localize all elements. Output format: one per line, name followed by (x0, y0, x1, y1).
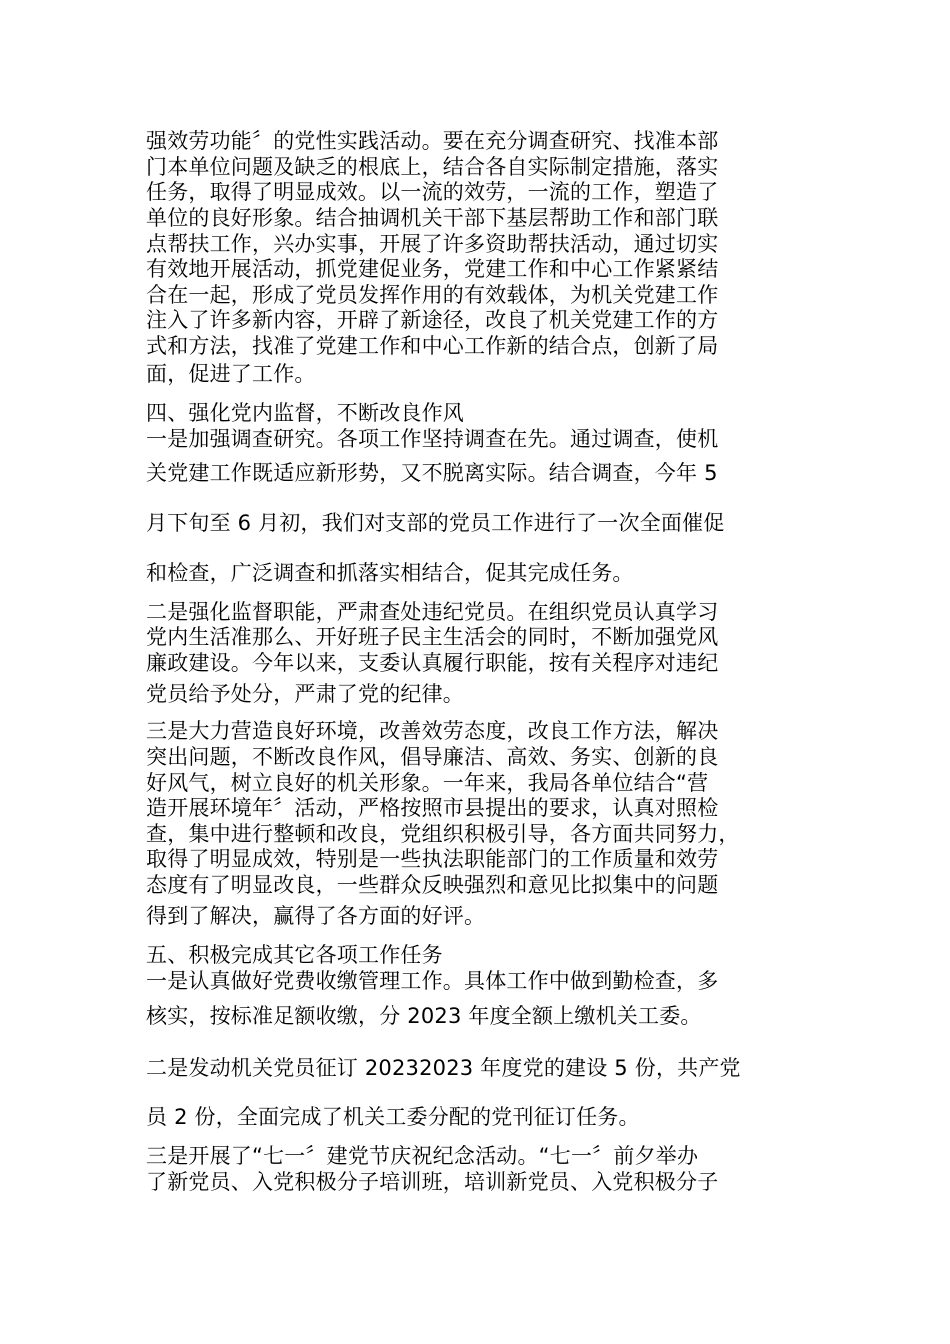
section-heading: 四、强化党内监督，不断改良作风 (146, 401, 464, 425)
text-line: 有效地开展活动，抓党建促业务，党建工作和中心工作紧紧结 (146, 257, 719, 281)
text-line: 三是大力营造良好环境，改善效劳态度，改良工作方法，解决 (146, 719, 719, 743)
text-line: 任务，取得了明显成效。以一流的效劳，一流的工作，塑造了 (146, 180, 719, 204)
text-line: 突出问题，不断改良作风，倡导廉洁、高效、务实、创新的良 (146, 745, 719, 769)
text-line: 一是认真做好党费收缴管理工作。具体工作中做到勤检查，多 (146, 969, 719, 993)
text-line: 强效劳功能〞的党性实践活动。要在充分调查研究、找准本部 (146, 129, 719, 153)
text-line: 一是加强调查研究。各项工作坚持调查在先。通过调查，使机 (146, 427, 719, 451)
text-line: 态度有了明显改良，一些群众反映强烈和意见比拟集中的问题 (146, 873, 719, 897)
text-line: 式和方法，找准了党建工作和中心工作新的结合点，创新了局 (146, 334, 719, 358)
text-line: 员 2 份，全面完成了机关工委分配的党刊征订任务。 (146, 1105, 640, 1129)
text-line: 和检查，广泛调查和抓落实相结合，促其完成任务。 (146, 561, 634, 585)
text-line: 查，集中进行整顿和改良，党组织积极引导，各方面共同努力， (146, 822, 740, 846)
text-line: 关党建工作既适应新形势，又不脱离实际。结合调查，今年 5 (146, 461, 718, 485)
text-line: 月下旬至 6 月初，我们对支部的党员工作进行了一次全面催促 (146, 511, 725, 535)
text-line: 取得了明显成效，特别是一些执法职能部门的工作质量和效劳 (146, 847, 719, 871)
text-line: 二是发动机关党员征订 20232023 年度党的建设 5 份，共产党 (146, 1056, 741, 1080)
text-line: 好风气，树立良好的机关形象。一年来，我局各单位结合“营 (146, 771, 709, 795)
text-line: 得到了解决，赢得了各方面的好评。 (146, 904, 486, 928)
text-line: 点帮扶工作，兴办实事，开展了许多资助帮扶活动，通过切实 (146, 232, 719, 256)
text-line: 党内生活准那么、开好班子民主生活会的同时，不断加强党风 (146, 625, 719, 649)
text-line: 注入了许多新内容，开辟了新途径，改良了机关党建工作的方 (146, 308, 719, 332)
text-line: 门本单位问题及缺乏的根底上，结合各自实际制定措施，落实 (146, 155, 719, 179)
text-line: 面，促进了工作。 (146, 362, 316, 386)
text-line: 合在一起，形成了党员发挥作用的有效载体，为机关党建工作 (146, 283, 719, 307)
text-line: 核实，按标准足额收缴，分 2023 年度全额上缴机关工委。 (146, 1004, 702, 1028)
text-line: 廉政建设。今年以来，支委认真履行职能，按有关程序对违纪 (146, 651, 719, 675)
text-line: 造开展环境年〞活动，严格按照市县提出的要求，认真对照检 (146, 796, 719, 820)
text-line: 了新党员、入党积极分子培训班，培训新党员、入党积极分子 (146, 1170, 719, 1194)
text-line: 单位的良好形象。结合抽调机关干部下基层帮助工作和部门联 (146, 206, 719, 230)
section-heading: 五、积极完成其它各项工作任务 (146, 943, 443, 967)
text-line: 党员给予处分，严肃了党的纪律。 (146, 682, 464, 706)
text-line: 三是开展了“七一〞建党节庆祝纪念活动。“七一〞前夕举办 (146, 1144, 699, 1168)
text-line: 二是强化监督职能，严肃查处违纪党员。在组织党员认真学习 (146, 600, 719, 624)
